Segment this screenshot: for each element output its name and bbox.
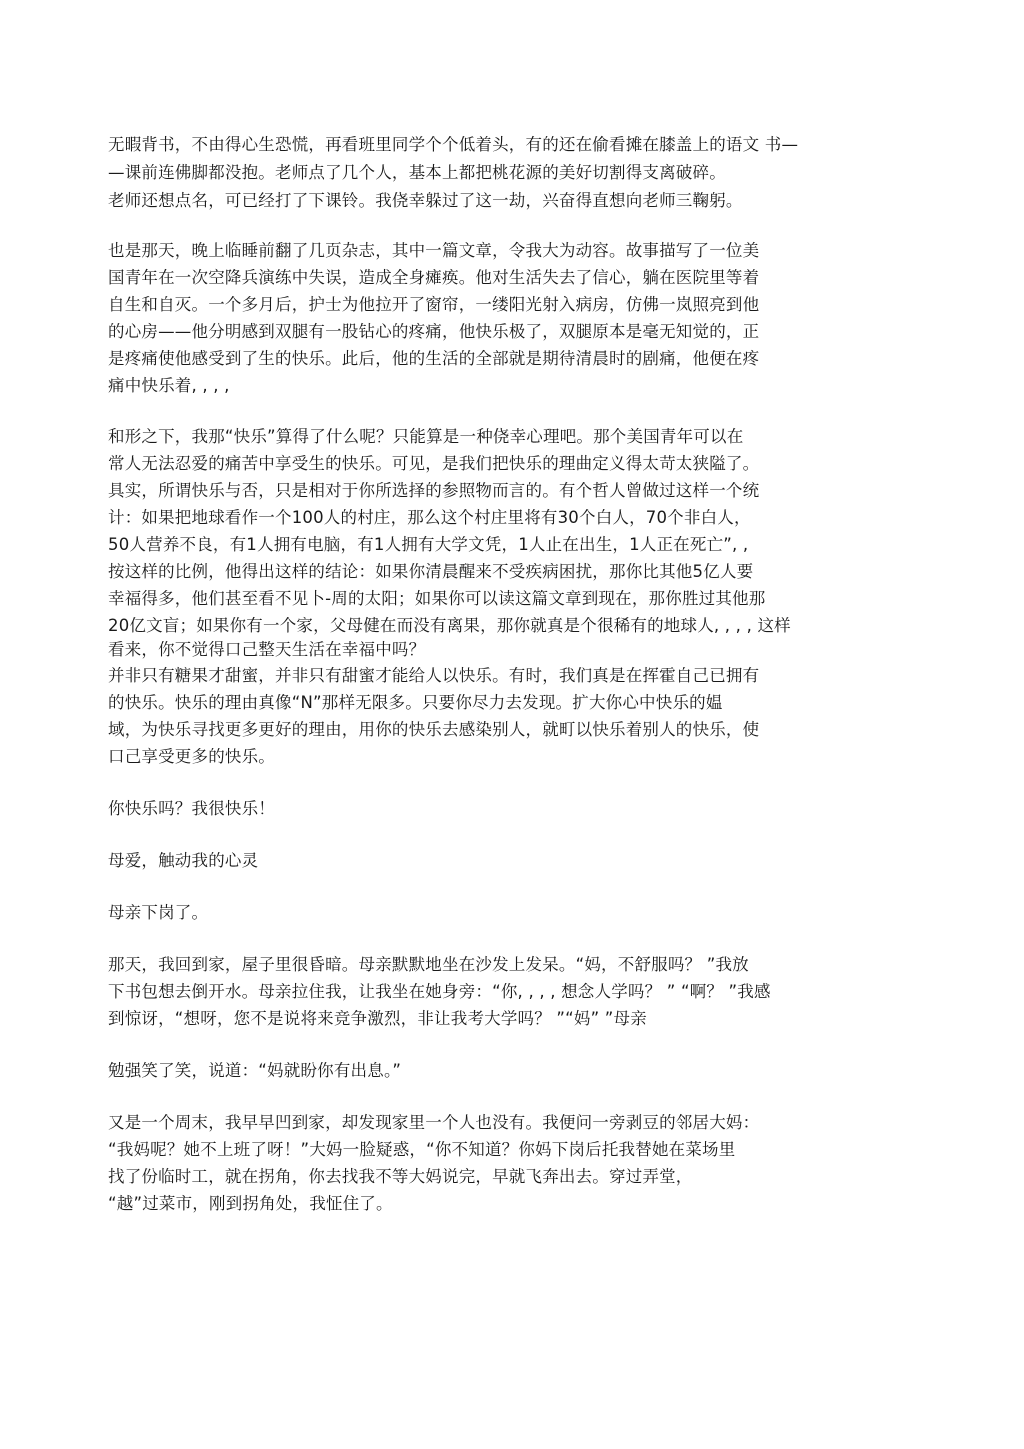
text-line: 痛中快乐着, , , , (108, 376, 230, 395)
text-line: 勉强笑了笑，说道：“妈就盼你有出息。” (108, 1061, 402, 1080)
text-line: 是疼痛使他感受到了生的快乐。此后，他的生活的全部就是期待清晨时的剧痛，他便在疼 (108, 349, 760, 368)
text-line: “我妈呢？她不上班了呀！”大妈一脸疑惑，“你不知道？你妈下岗后托我替她在菜场里 (108, 1140, 736, 1159)
text-line: 母亲下岗了。 (108, 903, 209, 922)
text-line: 国青年在一次空降兵演练中失误，造成全身瘫痪。他对生活失去了信心，躺在医院里等着 (108, 268, 760, 287)
text-line: 按这样的比例，他得出这样的结论：如果你清晨醒来不受疾病困扰，那你比其他5亿人要 (108, 562, 754, 581)
text-line: 和形之下，我那“快乐”算得了什么呢？只能算是一种侥幸心理吧。那个美国青年可以在 (108, 427, 744, 446)
text-line: —课前连佛脚都没抱。老师点了几个人，基本上都把桃花源的美好切割得支离破碎。 (108, 163, 726, 182)
text-line: 的心房——他分明感到双腿有一股钻心的疼痛，他快乐极了，双腿原本是毫无知觉的，正 (108, 322, 760, 341)
text-line: 计：如果把地球看作一个100人的村庄，那么这个村庄里将有30个白人，70个非白人， (108, 508, 751, 527)
text-line: 50人营养不良，有1人拥有电脑，有1人拥有大学文凭，1人止在出生，1人正在死亡”, , (108, 535, 749, 554)
text-line: 无暇背书，不由得心生恐慌，再看班里同学个个低着头，有的还在偷看摊在膝盖上的语文 书— (108, 135, 799, 154)
text-line: 你快乐吗？我很快乐！ (108, 799, 275, 818)
text-line: 幸福得多，他们甚至看不见卜-周的太阳；如果你可以读这篇文章到现在，那你胜过其他那 (108, 589, 766, 608)
text-line: 常人无法忍爱的痛苦中享受生的快乐。可见，是我们把快乐的理曲定义得太苛太狭隘了。 (108, 454, 760, 473)
text-line: 20亿文盲；如果你有一个家，父母健在而没有离果，那你就真是个很稀有的地球人, , , , 这样 (108, 616, 791, 635)
text-line: 口己享受更多的快乐。 (108, 747, 275, 766)
text-line: 也是那天，晚上临睡前翻了几页杂志，其中一篇文章，令我大为动容。故事描写了一位美 (108, 241, 760, 260)
text-line: 又是一个周末，我早早凹到家，却发现家里一个人也没有。我便问一旁剥豆的邻居大妈： (108, 1113, 760, 1132)
text-line: 下书包想去倒开水。母亲拉住我，让我坐在她身旁：“你, , , , 想念人学吗？ ” “啊？ ”我感 (108, 982, 771, 1001)
text-line: 找了份临时工，就在拐角，你去找我不等大妈说完，早就飞奔出去。穿过弄堂， (108, 1167, 693, 1186)
text-line: 并非只有糖果才甜蜜，并非只有甜蜜才能给人以快乐。有时，我们真是在挥霍自己已拥有 (108, 666, 760, 685)
text-line: 那天，我回到家，屋子里很昏暗。母亲默默地坐在沙发上发呆。“妈，不舒服吗？ ”我放 (108, 955, 749, 974)
text-line: “越”过菜市，刚到拐角处，我怔住了。 (108, 1194, 393, 1213)
text-line: 自生和自灭。一个多月后，护士为他拉开了窗帘，一缕阳光射入病房，仿佛一岚照亮到他 (108, 295, 760, 314)
text-line: 域，为快乐寻找更多更好的理由，用你的快乐去感染别人，就町以快乐着别人的快乐，使 (108, 720, 760, 739)
text-line: 母爱，触动我的心灵 (108, 851, 259, 870)
text-line: 具实，所谓快乐与否，只是相对于你所选择的参照物而言的。有个哲人曾做过这样一个统 (108, 481, 760, 500)
text-line: 的快乐。快乐的理由真像“N”那样无限多。只要你尽力去发现。扩大你心中快乐的媪 (108, 693, 723, 712)
text-line: 到惊讶，“想呀，您不是说将来竞争激烈，非让我考大学吗？ ”“妈” ”母亲 (108, 1009, 647, 1028)
text-line: 看来，你不觉得口己整天生活在幸福中吗？ (108, 640, 426, 659)
text-line: 老师还想点名，可已经打了下课铃。我侥幸躲过了这一劫，兴奋得直想向老师三鞠躬。 (108, 191, 743, 210)
